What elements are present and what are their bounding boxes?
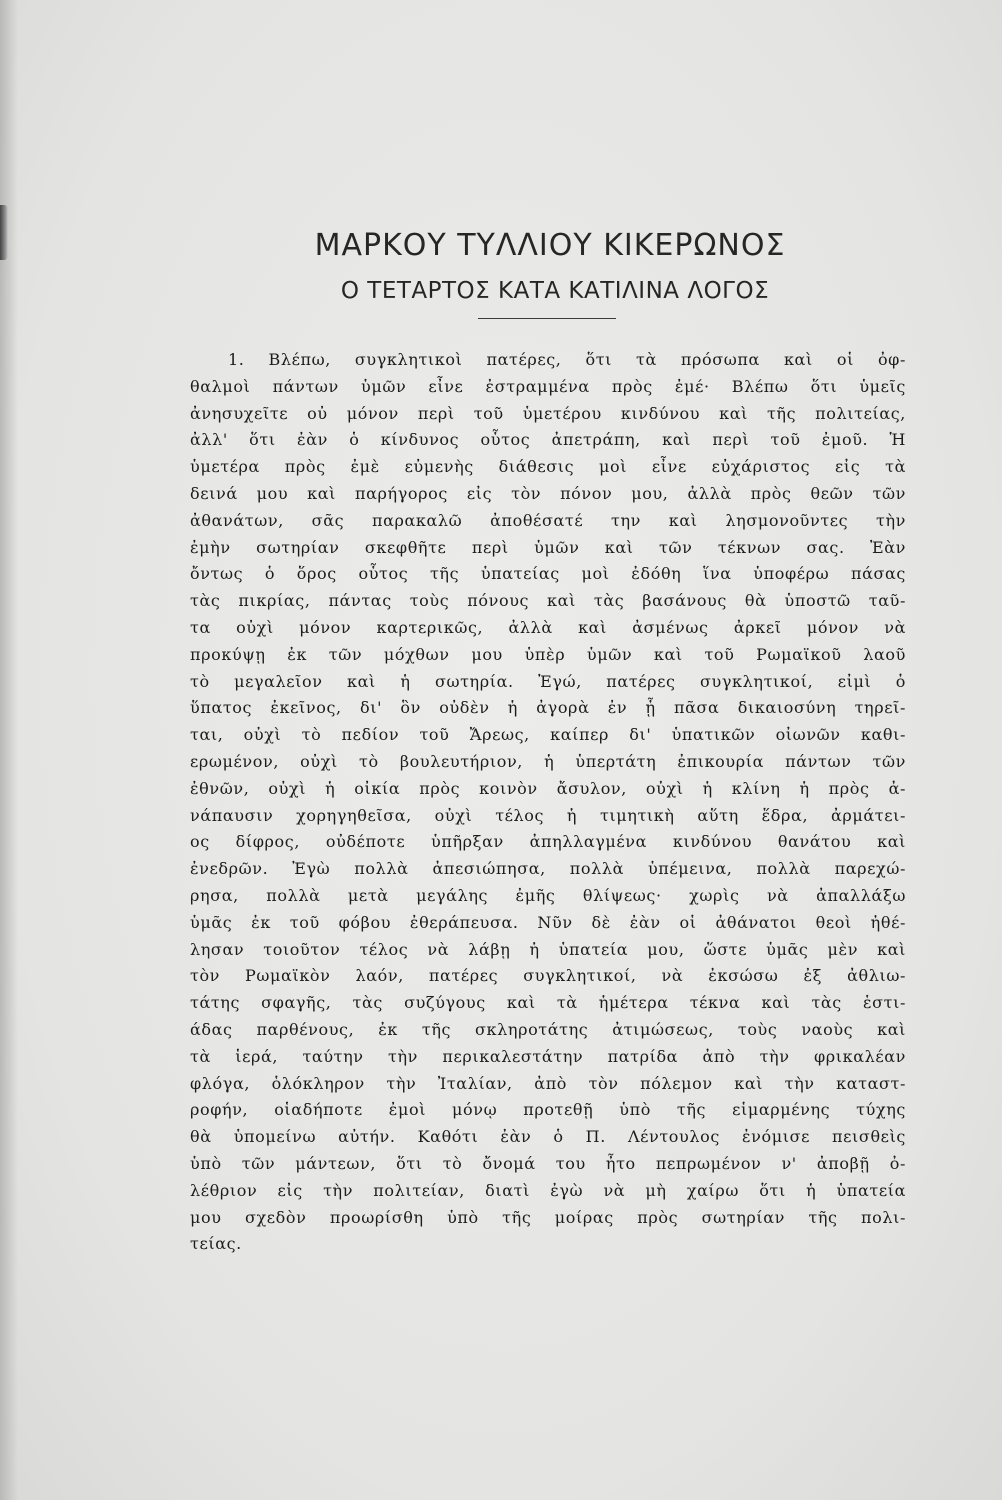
text-line: ἐμὴν σωτηρίαν σκεφθῆτε περὶ ὑμῶν καὶ τῶν τέκνων σας. Ἐὰν xyxy=(190,537,906,557)
page-title: ΜΑΡΚΟΥ ΤΥΛΛΙΟΥ ΚΙΚΕΡΩΝΟΣ xyxy=(314,228,786,263)
page-subtitle: Ο ΤΕΤΑΡΤΟΣ ΚΑΤΑ ΚΑΤΙΛΙΝΑ ΛΟΓΟΣ xyxy=(340,278,770,304)
text-line: 1. Βλέπω, συγκλητικοὶ πατέρες, ὅτι τὰ πρόσωπα καὶ οἱ ὀφ- xyxy=(228,350,906,369)
text-line: ἐνεδρῶν. Ἐγὼ πολλὰ ἀπεσιώπησα, πολλὰ ὑπέμεινα, πολλὰ παρεχώ- xyxy=(190,859,906,879)
text-line: τείας. xyxy=(190,1234,242,1254)
text-line: ται, οὐχὶ τὸ πεδίον τοῦ Ἄρεως, καίπερ δι' ὑπατικῶν οἰωνῶν καθι- xyxy=(190,725,906,745)
text-line: θὰ ὑπομείνω αὐτήν. Καθότι ἐὰν ὁ Π. Λέντουλος ἐνόμισε πεισθεὶς xyxy=(190,1127,906,1147)
text-line: τὸν Ρωμαϊκὸν λαόν, πατέρες συγκλητικοί, νὰ ἐκσώσω ἐξ ἀθλιω- xyxy=(190,966,906,986)
text-line: ἀλλ' ὅτι ἐὰν ὁ κίνδυνος οὗτος ἀπετράπη, καὶ περὶ τοῦ ἐμοῦ. Ἡ xyxy=(190,430,906,450)
text-line: προκύψῃ ἐκ τῶν μόχθων μου ὑπὲρ ὑμῶν καὶ τοῦ Ρωμαϊκοῦ λαοῦ xyxy=(190,644,906,664)
text-line: νάπαυσιν χορηγηθεῖσα, οὐχὶ τέλος ἡ τιμητικὴ αὕτη ἕδρα, ἀρμάτει- xyxy=(190,805,906,825)
text-line: τα οὐχὶ μόνον καρτερικῶς, ἀλλὰ καὶ ἀσμένως ἀρκεῖ μόνον νὰ xyxy=(190,617,906,637)
text-line: άδας παρθένους, ἐκ τῆς σκληροτάτης ἀτιμώσεως, τοὺς ναοὺς καὶ xyxy=(190,1019,906,1039)
text-line: τὰς πικρίας, πάντας τοὺς πόνους καὶ τὰς βασάνους θὰ ὑποστῶ ταῦ- xyxy=(190,591,906,611)
text-line: ὑμᾶς ἐκ τοῦ φόβου ἐθεράπευσα. Νῦν δὲ ἐὰν οἱ ἀθάνατοι θεοὶ ἠθέ- xyxy=(190,912,906,932)
text-line: ὄντως ὁ ὅρος οὗτος τῆς ὑπατείας μοὶ ἐδόθη ἵνα ὑποφέρω πάσας xyxy=(190,564,906,584)
text-line: λησαν τοιοῦτον τέλος νὰ λάβῃ ἡ ὑπατεία μου, ὥστε ὑμᾶς μὲν καὶ xyxy=(190,939,906,959)
text-line: τὸ μεγαλεῖον καὶ ἡ σωτηρία. Ἐγώ, πατέρες συγκλητικοί, εἰμὶ ὁ xyxy=(190,671,906,691)
text-line: ὑπὸ τῶν μάντεων, ὅτι τὸ ὄνομά του ἦτο πεπρωμένον ν' ἀποβῇ ὀ- xyxy=(190,1153,906,1173)
text-line: ἀθανάτων, σᾶς παρακαλῶ ἀποθέσατέ την καὶ λησμονοῦντες τὴν xyxy=(190,510,906,530)
text-line: φλόγα, ὁλόκληρον τὴν Ἰταλίαν, ἀπὸ τὸν πόλεμον καὶ τὴν καταστ- xyxy=(190,1073,906,1093)
text-line: δεινά μου καὶ παρήγορος εἰς τὸν πόνον μου, ἀλλὰ πρὸς θεῶν τῶν xyxy=(190,483,906,503)
text-line: ροφήν, οἱαδήποτε ἐμοὶ μόνῳ προτεθῇ ὑπὸ τῆς εἱμαρμένης τύχης xyxy=(190,1100,906,1120)
text-line: τάτης σφαγῆς, τὰς συζύγους καὶ τὰ ἡμέτερα τέκνα καὶ τὰς ἑστι- xyxy=(190,993,906,1013)
text-line: ρησα, πολλὰ μετὰ μεγάλης ἐμῆς θλίψεως· χωρὶς νὰ ἀπαλλάξω xyxy=(190,885,906,905)
text-line: ἐθνῶν, οὐχὶ ἡ οἰκία πρὸς κοινὸν ἄσυλον, οὐχὶ ἡ κλίνη ἡ πρὸς ἀ- xyxy=(190,778,906,798)
text-line: λέθριον εἰς τὴν πολιτείαν, διατὶ ἐγὼ νὰ μὴ χαίρω ὅτι ἡ ὑπατεία xyxy=(190,1180,906,1200)
text-line: τὰ ἱερά, ταύτην τὴν περικαλεστάτην πατρίδα ἀπὸ τὴν φρικαλέαν xyxy=(190,1046,906,1066)
body-text xyxy=(190,347,906,1258)
text-line: ος δίφρος, οὐδέποτε ὑπῆρξαν ἀπηλλαγμένα κινδύνου θανάτου καὶ xyxy=(190,832,906,852)
text-line: ερωμένον, οὐχὶ τὸ βουλευτήριον, ἡ ὑπερτάτη ἐπικουρία πάντων τῶν xyxy=(190,751,906,771)
text-line: ὕπατος ἐκεῖνος, δι' ὃν οὐδὲν ἡ ἀγορὰ ἐν ᾗ πᾶσα δικαιοσύνη τηρεῖ- xyxy=(190,698,906,718)
text-line: μου σχεδὸν προωρίσθη ὑπὸ τῆς μοίρας πρὸς σωτηρίαν τῆς πολι- xyxy=(190,1207,906,1227)
text-line: ὑμετέρα πρὸς ἐμὲ εὐμενὴς διάθεσις μοὶ εἶνε εὐχάριστος εἰς τὰ xyxy=(190,457,906,477)
title-divider xyxy=(478,318,616,319)
text-line: θαλμοὶ πάντων ὑμῶν εἶνε ἐστραμμένα πρὸς ἐμέ· Βλέπω ὅτι ὑμεῖς xyxy=(190,376,906,396)
text-line: ἀνησυχεῖτε οὐ μόνον περὶ τοῦ ὑμετέρου κινδύνου καὶ τῆς πολιτείας, xyxy=(190,403,906,423)
